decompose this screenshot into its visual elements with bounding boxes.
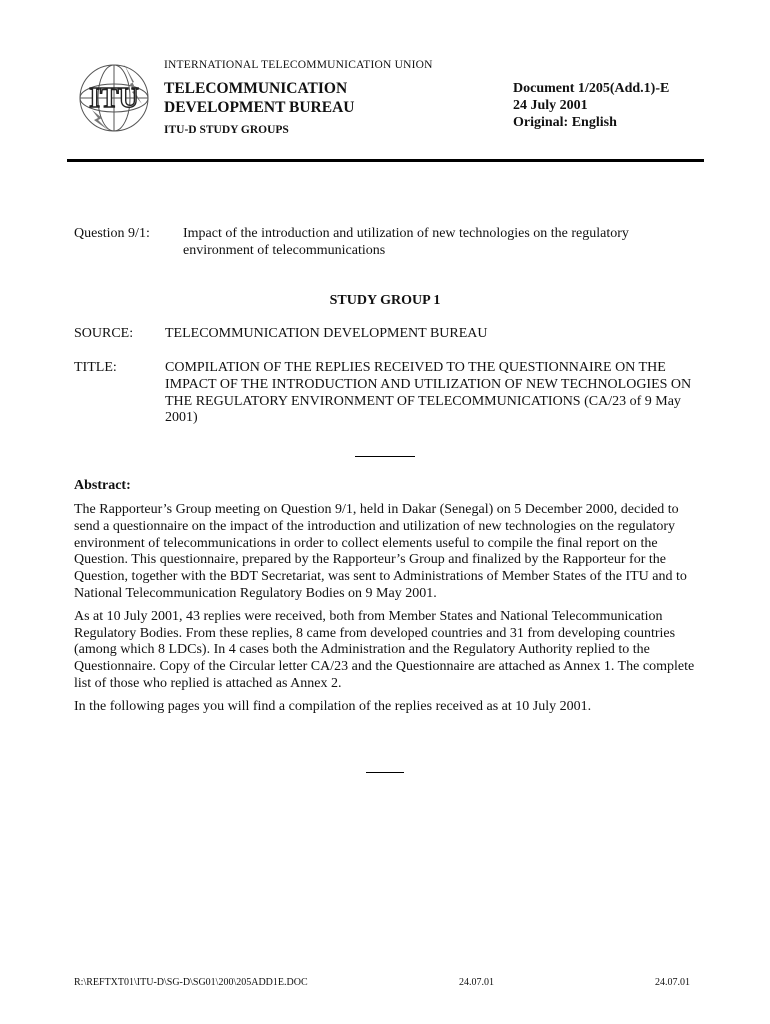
section-separator	[355, 456, 415, 457]
bureau-name-line2: DEVELOPMENT BUREAU	[164, 99, 355, 116]
document-info	[513, 80, 669, 131]
header-divider	[67, 159, 704, 162]
title-text: COMPILATION OF THE REPLIES RECEIVED TO THE QUESTIONNAIRE ON THE IMPACT OF THE INTRODUCTION AND UTILIZATION OF NEW TECHNOLOGIES ON THE REGULATORY ENVIRONMENT OF TELECOMMUNICATIONS (CA/23 of 9 May 2001)	[165, 360, 692, 426]
document-date: 24 July 2001	[513, 98, 588, 113]
bureau-name	[164, 79, 354, 117]
footer-print-date: 24.07.01	[655, 977, 690, 988]
document-number: Document 1/205(Add.1)-E	[513, 81, 670, 96]
source-text: TELECOMMUNICATION DEVELOPMENT BUREAU	[165, 326, 488, 341]
abstract-paragraph: As at 10 July 2001, 43 replies were received, both from Member States and National Telecommunication Regulatory Bodies. From these replies, 8 came from developed countries and 31 from developing countries (among which 8 LDCs). In 4 cases both the Administration and the Regulatory Authority replied to the Questionnaire. Copy of the Circular letter CA/23 and the Questionnaire are attached as Annex 1. The complete list of those who replied is attached as Annex 2.	[74, 608, 695, 691]
abstract-heading: Abstract:	[74, 478, 131, 493]
source-label: SOURCE:	[74, 326, 134, 341]
abstract-paragraph: In the following pages you will find a compilation of the replies received as at 10 July 2001.	[74, 698, 592, 714]
document-original-language: Original: English	[513, 115, 617, 130]
study-group-title: STUDY GROUP 1	[329, 293, 441, 308]
abstract-paragraph: The Rapporteur’s Group meeting on Question 9/1, held in Dakar (Senegal) on 5 December 2000, decided to send a questionnaire on the impact of the introduction and utilization of new technologies on the regulatory environment of telecommunications in order to collect elements useful to compile the final report on the Question. This questionnaire, prepared by the Rapporteur’s Group and finalized by the Rapporteur for the Question, together with the BDT Secretariat, was sent to Administrations of Member States of the ITU and to National Telecommunication Regulatory Bodies on 9 May 2001.	[74, 502, 687, 601]
footer-date: 24.07.01	[459, 977, 494, 988]
study-groups-label: ITU-D STUDY GROUPS	[164, 124, 289, 136]
bureau-name-line1: TELECOMMUNICATION	[164, 80, 348, 97]
title-label: TITLE:	[74, 360, 117, 375]
question-label: Question 9/1:	[74, 226, 150, 241]
end-separator	[366, 772, 404, 773]
abstract-body	[74, 502, 700, 722]
itu-logo	[72, 58, 160, 138]
footer-file-path: R:\REFTXT01\ITU-D\SG-D\SG01\200\205ADD1E.DOC	[74, 977, 308, 988]
question-text: Impact of the introduction and utilization of new technologies on the regulatory environment of telecommunications	[183, 226, 629, 258]
organization-name: INTERNATIONAL TELECOMMUNICATION UNION	[164, 59, 433, 71]
logo-lettering: ITU	[89, 83, 139, 114]
